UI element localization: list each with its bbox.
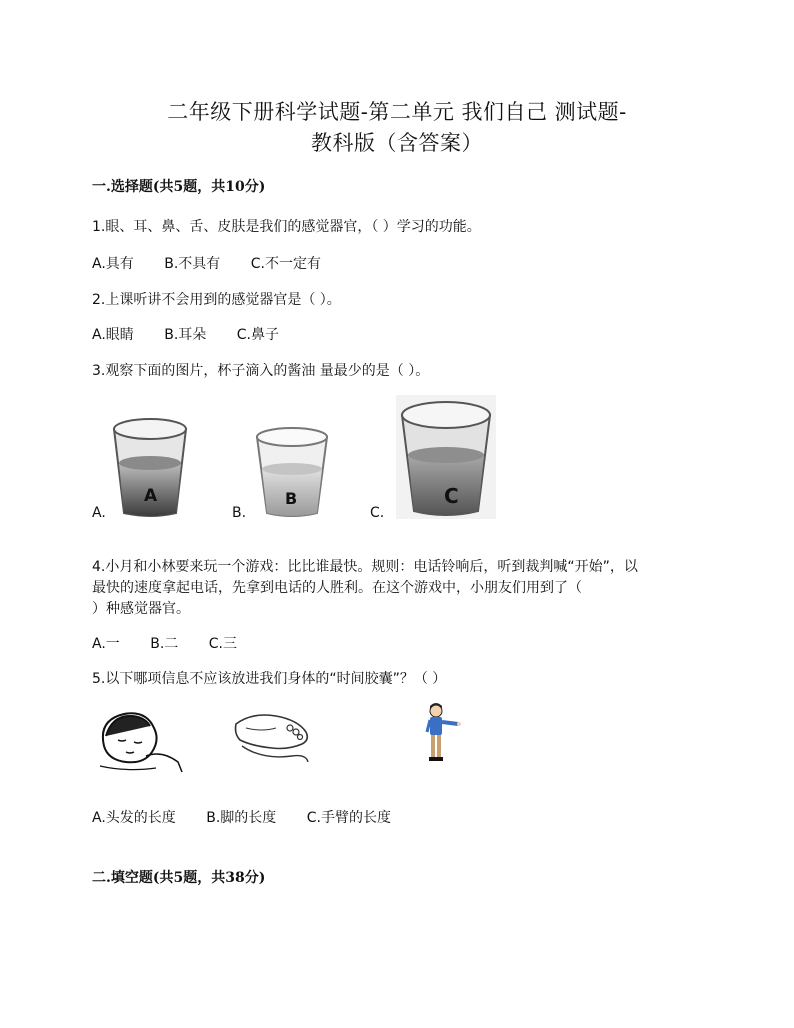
q3-option-c-label: C. [370, 505, 385, 521]
question-1-text: 1.眼、耳、鼻、舌、皮肤是我们的感觉器官，（ ）学习的功能。 [92, 219, 481, 235]
section-1-heading: 一.选择题(共5题，共10分) [92, 179, 266, 195]
question-2-text: 2.上课听讲不会用到的感觉器官是（ ）。 [92, 292, 341, 308]
sleeping-child-image [96, 706, 186, 774]
q4-option-a: A.一 [92, 636, 120, 652]
q1-option-c: C.不一定有 [250, 256, 321, 272]
question-5-options [92, 807, 417, 827]
boy-pointing-image [420, 702, 462, 766]
question-4-options [92, 633, 263, 653]
q2-option-b: B.耳朵 [164, 327, 207, 343]
question-3-text: 3.观察下面的图片，杯子滴入的酱油 量最少的是（ ）。 [92, 363, 430, 379]
q4-option-c: C.三 [208, 636, 237, 652]
question-4-line-1: 4.小月和小林要来玩一个游戏：比比谁最快。规则：电话铃响后，听到裁判喊“开始”，以 [92, 559, 638, 575]
q5-option-c: C.手臂的长度 [306, 810, 391, 826]
doc-title-line-1: 二年级下册科学试题-第二单元 我们自己 测试题- [167, 100, 627, 124]
q4-option-b: B.二 [150, 636, 179, 652]
glass-c-letter: C [444, 484, 459, 508]
q2-option-c: C.鼻子 [236, 327, 279, 343]
foot-image [232, 706, 312, 768]
glass-a-letter: A [144, 486, 158, 506]
question-4-line-2: 最快的速度拿起电话，先拿到电话的人胜利。在这个游戏中，小朋友们用到了（ [92, 580, 582, 596]
question-4-line-3: ）种感觉器官。 [92, 601, 190, 617]
question-5-text: 5.以下哪项信息不应该放进我们身体的“时间胶囊”？（ ） [92, 671, 447, 687]
q5-option-a: A.头发的长度 [92, 810, 176, 826]
question-2-options [92, 324, 305, 344]
q3-option-b-label: B. [232, 505, 247, 521]
section-2-heading: 二.填空题(共5题，共38分) [92, 870, 266, 886]
q1-option-b: B.不具有 [164, 256, 221, 272]
doc-title-line-2: 教科版（含答案） [311, 131, 483, 155]
q2-option-a: A.眼睛 [92, 327, 134, 343]
question-1-options [92, 253, 347, 273]
q1-option-a: A.具有 [92, 256, 134, 272]
glass-b-letter: B [285, 489, 298, 508]
q3-option-a-label: A. [92, 505, 106, 521]
q5-option-b: B.脚的长度 [206, 810, 277, 826]
